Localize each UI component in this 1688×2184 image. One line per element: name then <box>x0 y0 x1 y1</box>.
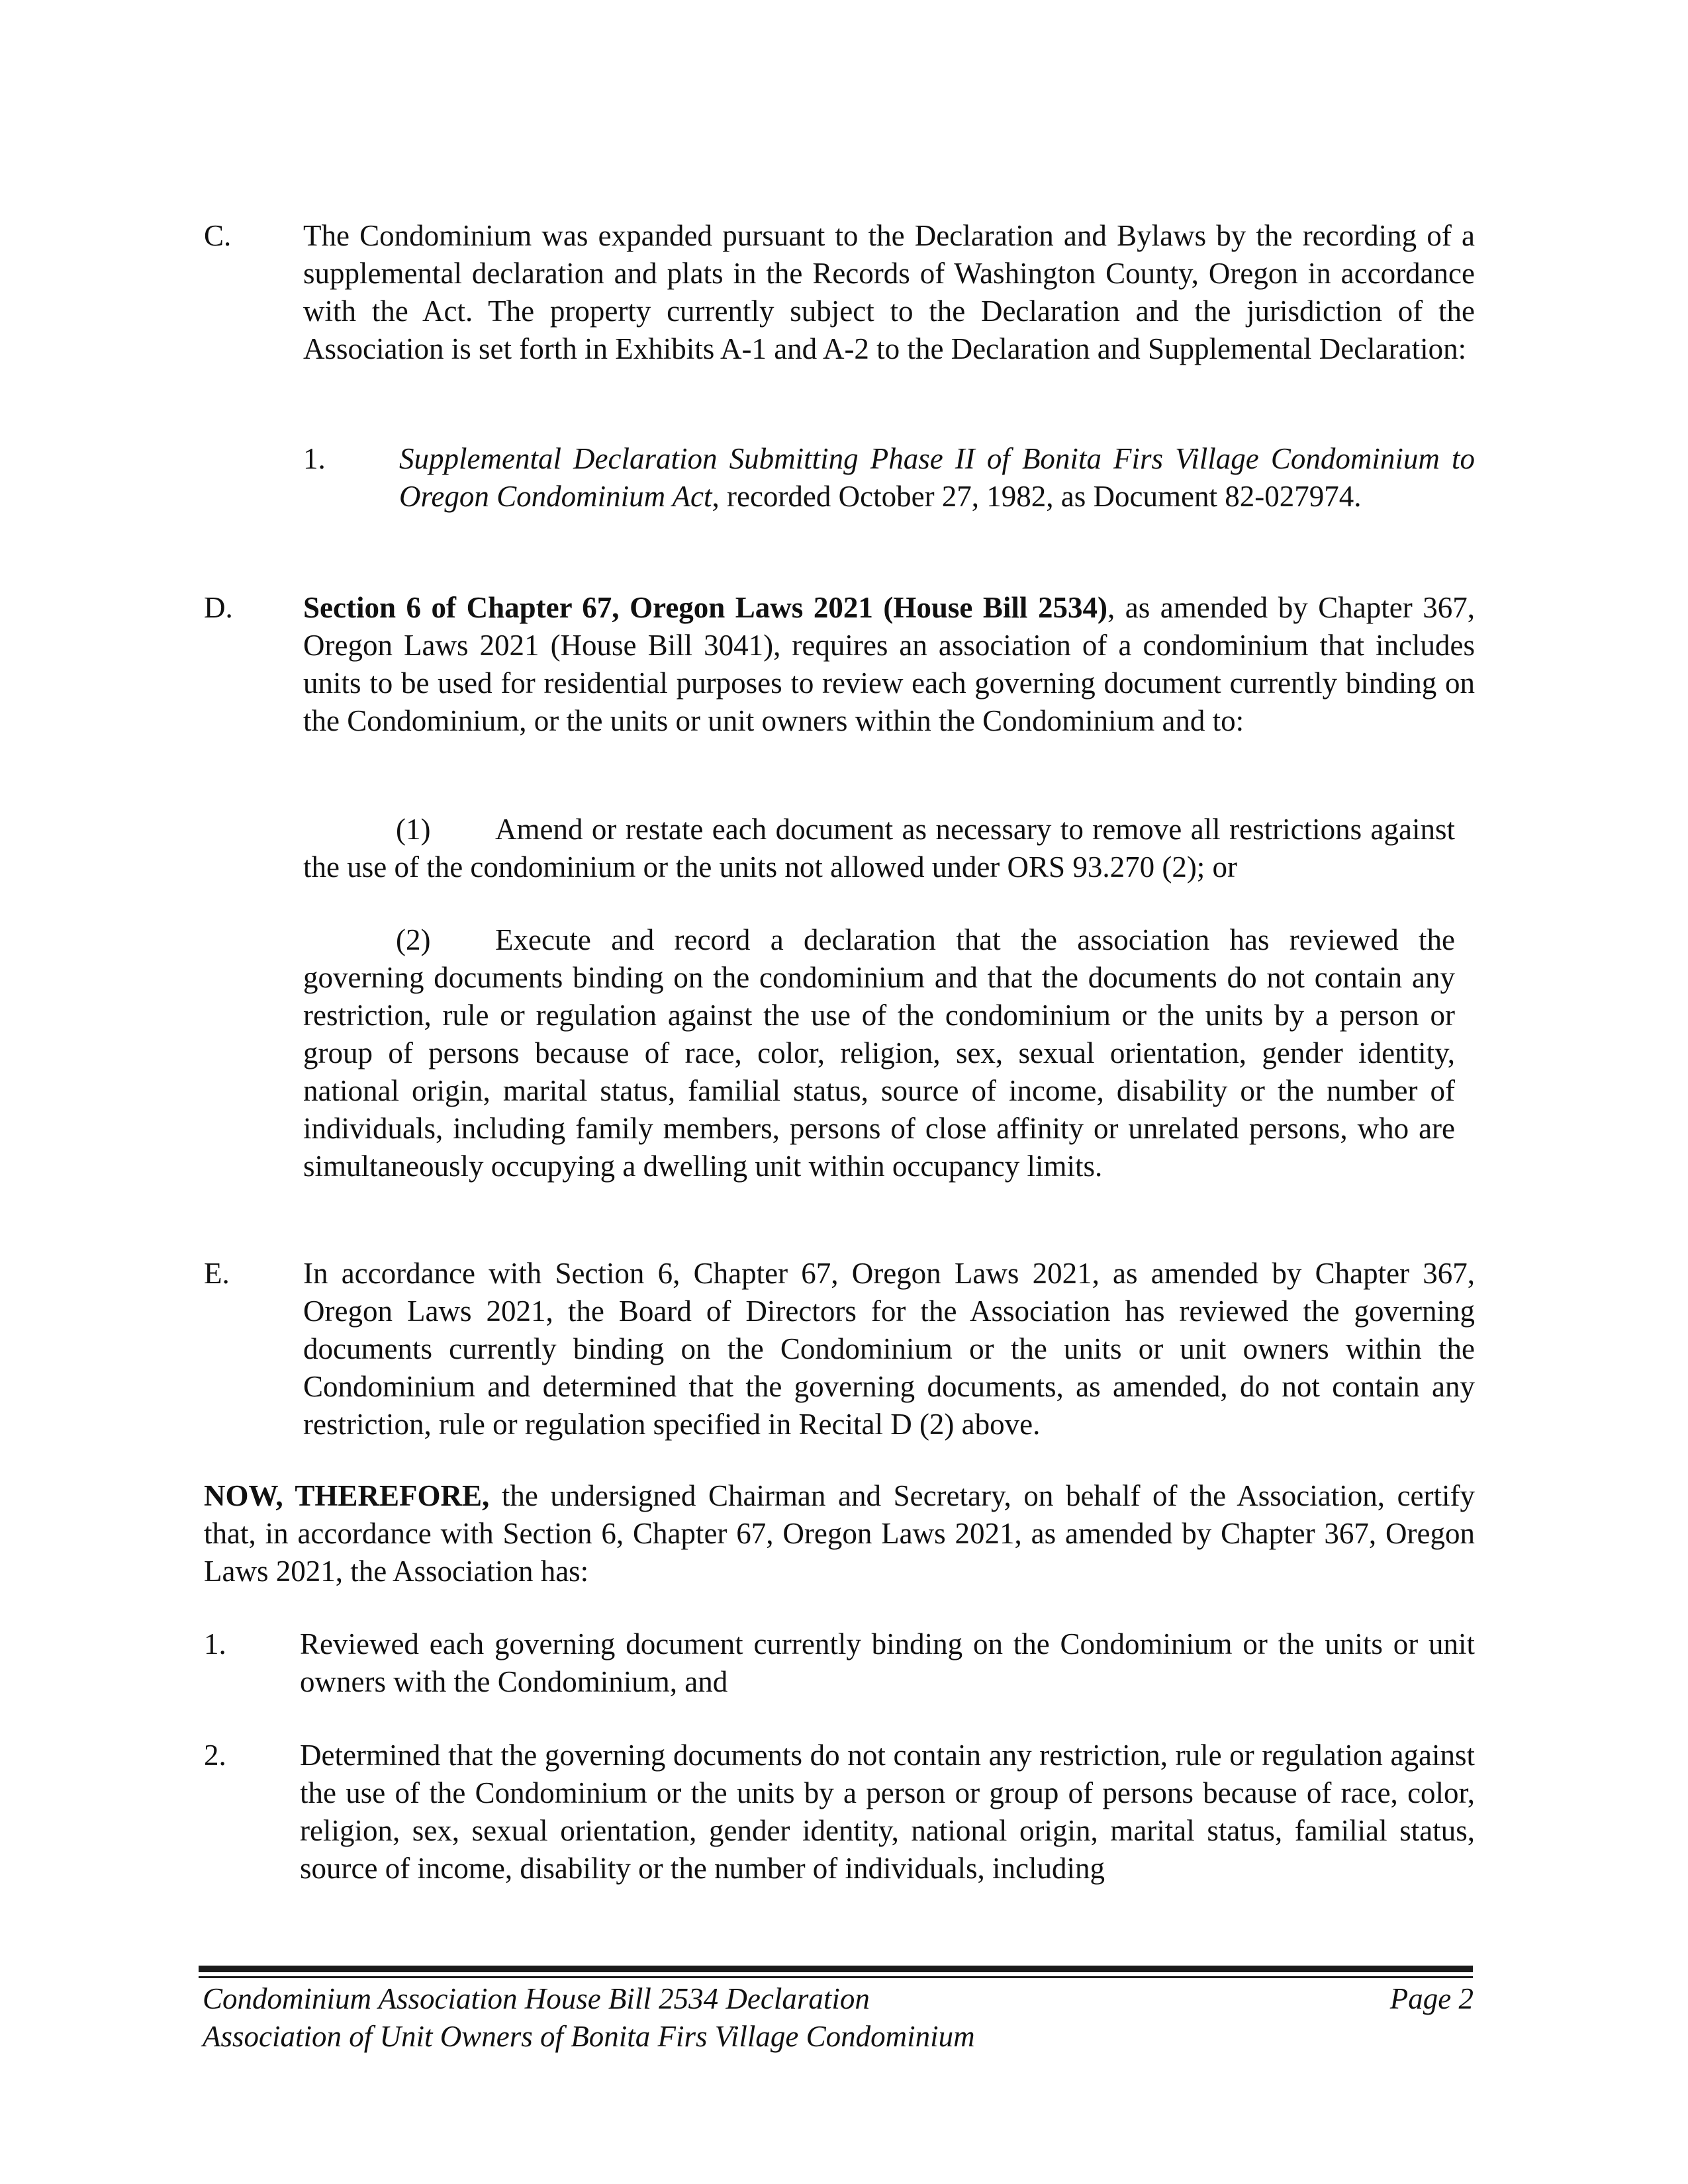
recital-d-rest: , as amended by Chapter 367, Oregon Laws 2021 (House Bill 3041), requires an association of a condominium that includes units to be used for residential purposes to review each governing document currently binding on the Condominium, or the units or unit owners within the Condominium and to: <box>303 591 1475 737</box>
footer-title: Condominium Association House Bill 2534 Declaration <box>203 1982 870 2015</box>
recital-d-text <box>303 589 1475 740</box>
certify-item-1 <box>204 1625 1475 1701</box>
recital-d-option-1-body: Amend or restate each document as necessary to remove all restrictions against the use of the condominium or the units not allowed under ORS 93.270 (2); or <box>303 813 1455 884</box>
now-therefore-rest: the undersigned Chairman and Secretary, on behalf of the Association, certify that, in accordance with Section 6, Chapter 67, Oregon Laws 2021, as amended by Chapter 367, Oregon Laws 2021, the Association has: <box>204 1479 1475 1588</box>
page-number: Page 2 <box>1389 1982 1474 2015</box>
recital-c-item-1-rest: , recorded October 27, 1982, as Document 82-027974. <box>712 480 1362 513</box>
recital-c-item-1-text <box>399 440 1475 516</box>
recital-d-option-1-label: (1) <box>396 813 431 846</box>
recital-c <box>204 217 1475 402</box>
recital-c-item-1-title: Supplemental Declaration Submitting Phase II of Bonita Firs Village Condominium to Oregon Condominium Act <box>399 442 1475 513</box>
footer-rule-thick <box>199 1966 1473 1972</box>
footer-subtitle: Association of Unit Owners of Bonita Firs Village Condominium <box>203 2020 975 2053</box>
recital-c-label: C. <box>204 219 232 252</box>
now-therefore-text <box>204 1477 1475 1590</box>
recital-c-item-1-label: 1. <box>303 442 326 475</box>
recital-d-option-2-label: (2) <box>396 923 431 956</box>
recital-e-text: In accordance with Section 6, Chapter 67, Oregon Laws 2021, as amended by Chapter 367, Oregon Laws 2021, the Board of Directors for the Association has reviewed the governing documents currently binding on the Condominium or the units or unit owners within the Condominium and determined that the governing documents, as amended, do not contain any restriction, rule or regulation specified in Recital D (2) above. <box>303 1257 1475 1441</box>
recital-d-option-1-text <box>303 811 1455 886</box>
now-therefore <box>204 1477 1475 1590</box>
recital-d-option-2-text <box>303 921 1455 1185</box>
now-therefore-bold: NOW, THEREFORE, <box>204 1479 490 1512</box>
recital-d-label: D. <box>204 591 233 624</box>
recital-e-label: E. <box>204 1257 230 1290</box>
recital-d-option-2 <box>303 921 1455 1185</box>
recital-e <box>204 1255 1475 1440</box>
certify-item-2-label: 2. <box>204 1739 226 1772</box>
certify-item-1-text: Reviewed each governing document currently binding on the Condominium or the units or unit owners with the Condominium, and <box>300 1627 1475 1698</box>
certify-item-1-label: 1. <box>204 1627 226 1661</box>
page-footer <box>203 1980 1474 2056</box>
footer-rule-thin <box>199 1976 1473 1978</box>
recital-d-option-1 <box>303 811 1455 886</box>
certify-item-2 <box>204 1737 1475 1888</box>
recital-d <box>204 589 1475 774</box>
recital-d-bold: Section 6 of Chapter 67, Oregon Laws 2021 (House Bill 2534) <box>303 591 1107 624</box>
certify-item-2-text: Determined that the governing documents do not contain any restriction, rule or regulation against the use of the Condominium or the units by a person or group of persons because of race, color, religion, sex, sexual orientation, gender identity, national origin, marital status, familial status, source of income, disability or the number of individuals, including <box>300 1739 1475 1885</box>
recital-c-item-1 <box>204 440 1475 559</box>
recital-c-text: The Condominium was expanded pursuant to the Declaration and Bylaws by the recording of a supplemental declaration and plats in the Records of Washington County, Oregon in accordance with the Act. The property currently subject to the Declaration and the jurisdiction of the Association is set forth in Exhibits A-1 and A-2 to the Declaration and Supplemental Declaration: <box>303 219 1475 365</box>
recital-d-option-2-body: Execute and record a declaration that the association has reviewed the governing documents binding on the condominium and that the documents do not contain any restriction, rule or regulation against the use of the condominium or the units by a person or group of persons because of race, color, religion, sex, sexual orientation, gender identity, national origin, marital status, familial status, source of income, disability or the number of individuals, including family members, persons of close affinity or unrelated persons, who are simultaneously occupying a dwelling unit within occupancy limits. <box>303 923 1455 1183</box>
